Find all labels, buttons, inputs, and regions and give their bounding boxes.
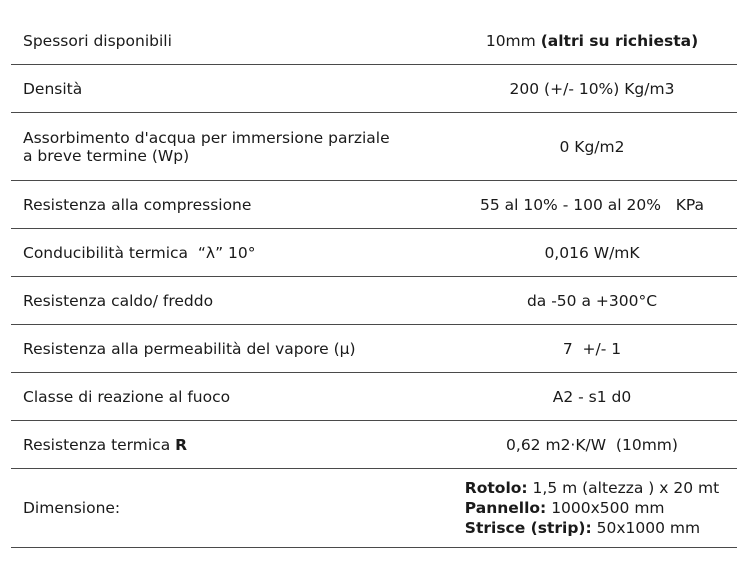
row-value: 55 al 10% - 100 al 20% KPa (447, 181, 737, 229)
table-row (11, 17, 737, 65)
dimensions-list (465, 478, 719, 538)
dimension-roll: Rotolo: 1,5 m (altezza ) x 20 mt (464, 479, 720, 497)
row-label: Classe di reazione al fuoco (11, 373, 447, 421)
row-label: Resistenza termica R (11, 421, 447, 469)
row-value: 0,62 m2·K/W (10mm) (447, 421, 737, 469)
table-row (11, 325, 737, 373)
row-label: Assorbimento d'acqua per immersione parziale a breve termine (Wp) (11, 113, 447, 181)
dimension-strip: Strisce (strip): 50x1000 mm (464, 519, 701, 537)
row-label: Spessori disponibili (11, 17, 447, 65)
table-row (11, 65, 737, 113)
row-value-note: (altri su richiesta) (540, 31, 699, 50)
row-value: 200 (+/- 10%) Kg/m3 (447, 65, 737, 113)
row-label: Conducibilità termica “λ” 10° (11, 229, 447, 277)
row-value: 0 Kg/m2 (447, 113, 737, 181)
table-row (11, 373, 737, 421)
row-value: 7 +/- 1 (447, 325, 737, 373)
row-value (447, 469, 737, 548)
row-label: Resistenza alla permeabilità del vapore (μ) (11, 325, 447, 373)
table-row (11, 113, 737, 181)
row-value: 10mm (altri su richiesta) (447, 17, 737, 65)
row-label: Densità (11, 65, 447, 113)
dimension-panel: Pannello: 1000x500 mm (464, 499, 665, 517)
row-value: da -50 a +300°C (447, 277, 737, 325)
row-label: Resistenza caldo/ freddo (11, 277, 447, 325)
row-value: 0,016 W/mK (447, 229, 737, 277)
row-label: Dimensione: (11, 469, 447, 548)
row-label: Resistenza alla compressione (11, 181, 447, 229)
specifications-table (11, 17, 737, 548)
table-row (11, 469, 737, 548)
table-row (11, 421, 737, 469)
row-label-symbol: R (175, 435, 188, 454)
table-row (11, 181, 737, 229)
row-value: A2 - s1 d0 (447, 373, 737, 421)
table-row (11, 229, 737, 277)
table-row (11, 277, 737, 325)
